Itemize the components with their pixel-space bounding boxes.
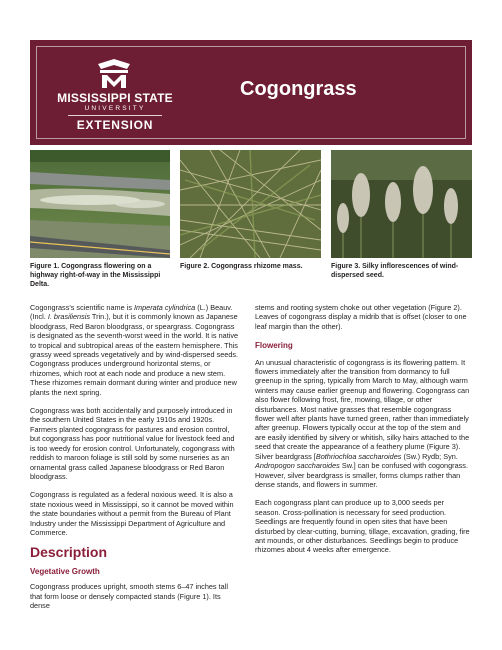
paragraph-seed-production: Each cogongrass plant can produce up to 3,000 seeds per season. Cross-pollination is necessary for seed production. Seedlings are frequently found in open sites that have been disturbed by clear-cutting, burning, tillage, excavation, grading, fire ant mounds, or other disturbances. Seedlings begin to produce rhizomes about 4 weeks after emergence. <box>255 498 470 555</box>
logo-line-mississippi-state: MISSISSIPPI STATE <box>57 91 173 105</box>
scientific-name: I. brasiliensis <box>47 312 91 322</box>
paragraph-regulation: Cogongrass is regulated as a federal noxious weed. It is also a state noxious weed in Mississippi, so it cannot be moved within the state boundaries without a permit from the Bureau of Plant Industry under the Mississippi Department of Agriculture and Commerce. <box>30 490 234 537</box>
page-title: Cogongrass <box>240 78 357 100</box>
figure-3-photo <box>331 150 472 258</box>
text-span: (Sw.) Rydb; Syn. <box>401 451 458 461</box>
figure-2-caption: Figure 2. Cogongrass rhizome mass. <box>180 263 303 270</box>
right-column <box>255 303 470 555</box>
logo-divider <box>68 115 162 116</box>
text-span: Trin.), but it is commonly known as Japanese bloodgrass, Red Baron bloodgrass, or speargrass. Cogongrass is designated as the seventh-worst weed in the world. It is native to tropical and subtropical areas of the eastern hemisphere. This grassy weed spreads vegetatively and by wind-dispersed seeds. Cogongrass produces underground horizontal stems, or rhizomes, which root at each node and produce a new stem. These rhizomes remain dormant during winter and produce new plants the next spring. <box>30 312 239 397</box>
paragraph-vegetative-growth: Cogongrass produces upright, smooth stems 6–47 inches tall that form loose or densely compacted stands (Figure 1). Its dense <box>30 582 228 610</box>
paragraph-vegetative-continued: stems and rooting system choke out other vegetation (Figure 2). Leaves of cogongrass display a midrib that is offset (closer to one leaf margin than the other). <box>255 303 467 331</box>
heading-vegetative-growth: Vegetative Growth <box>30 566 100 576</box>
figure-1-photo <box>30 150 170 258</box>
paragraph-scientific-name <box>30 303 240 397</box>
heading-description: Description <box>30 544 108 561</box>
scientific-name: Andropogon saccharoides <box>255 461 340 471</box>
paragraph-introduction-history: Cogongrass was both accidentally and purposely introduced in the southern United States in the early 1910s and 1920s. Farmers planted cogongrass for pastures and erosion control, but cogongrass has poor nutritional value for livestock feed and is too weedy for erosion control. Unfortunately, cogongrass with reddish to maroon foliage is still sold by some nurseries as an ornamental grass called Japanese bloodgrass or Red Baron bloodgrass. <box>30 406 235 481</box>
figure-3-caption: Figure 3. Silky inflorescences of wind-dispersed seed. <box>331 263 459 279</box>
header-banner <box>30 40 472 145</box>
scientific-name: Imperata cylindrica <box>134 303 196 312</box>
figure-1-caption: Figure 1. Cogongrass flowering on a highway right-of-way in the Mississippi Delta. <box>30 263 161 288</box>
figure-2-photo <box>180 150 321 258</box>
text-span: Sw.] can be confused with cogongrass. However, silver beardgrass is smaller, forms clumps rather than dense stands, and flowers in summer. <box>255 461 468 489</box>
logo-line-university: UNIVERSITY <box>84 105 146 112</box>
text-span: (L.) Beauv. (Incl. <box>30 303 233 322</box>
scientific-name: Bothriochloa saccharoides <box>315 451 402 461</box>
left-column <box>30 303 240 610</box>
logo-line-extension: EXTENSION <box>76 118 154 132</box>
text-span: Cogongrass's scientific name is <box>30 303 134 312</box>
msu-extension-logo <box>50 58 180 133</box>
msu-seal-icon <box>94 58 134 90</box>
paragraph-flowering <box>255 358 470 490</box>
heading-flowering: Flowering <box>255 341 293 351</box>
text-span: An unusual characteristic of cogongrass is its flowering pattern. It flowers immediately after the transition from dormancy to full greenup in the spring, typically from March to May, although warm winters may cause earlier greenup and flowering. Cogongrass can also flower following frost, fire, mowing, tillage, or other disturbances. Most native grasses that resemble cogongrass flower well after plants have turned green, rather than immediately after greenup. Flowers typically occur at the top of the stem and are easily identified by silvery or whitish, silky hairs attached to the seed that create the appearance of a feathery plume (Figure 3). Silver beardgrass [ <box>255 357 470 461</box>
